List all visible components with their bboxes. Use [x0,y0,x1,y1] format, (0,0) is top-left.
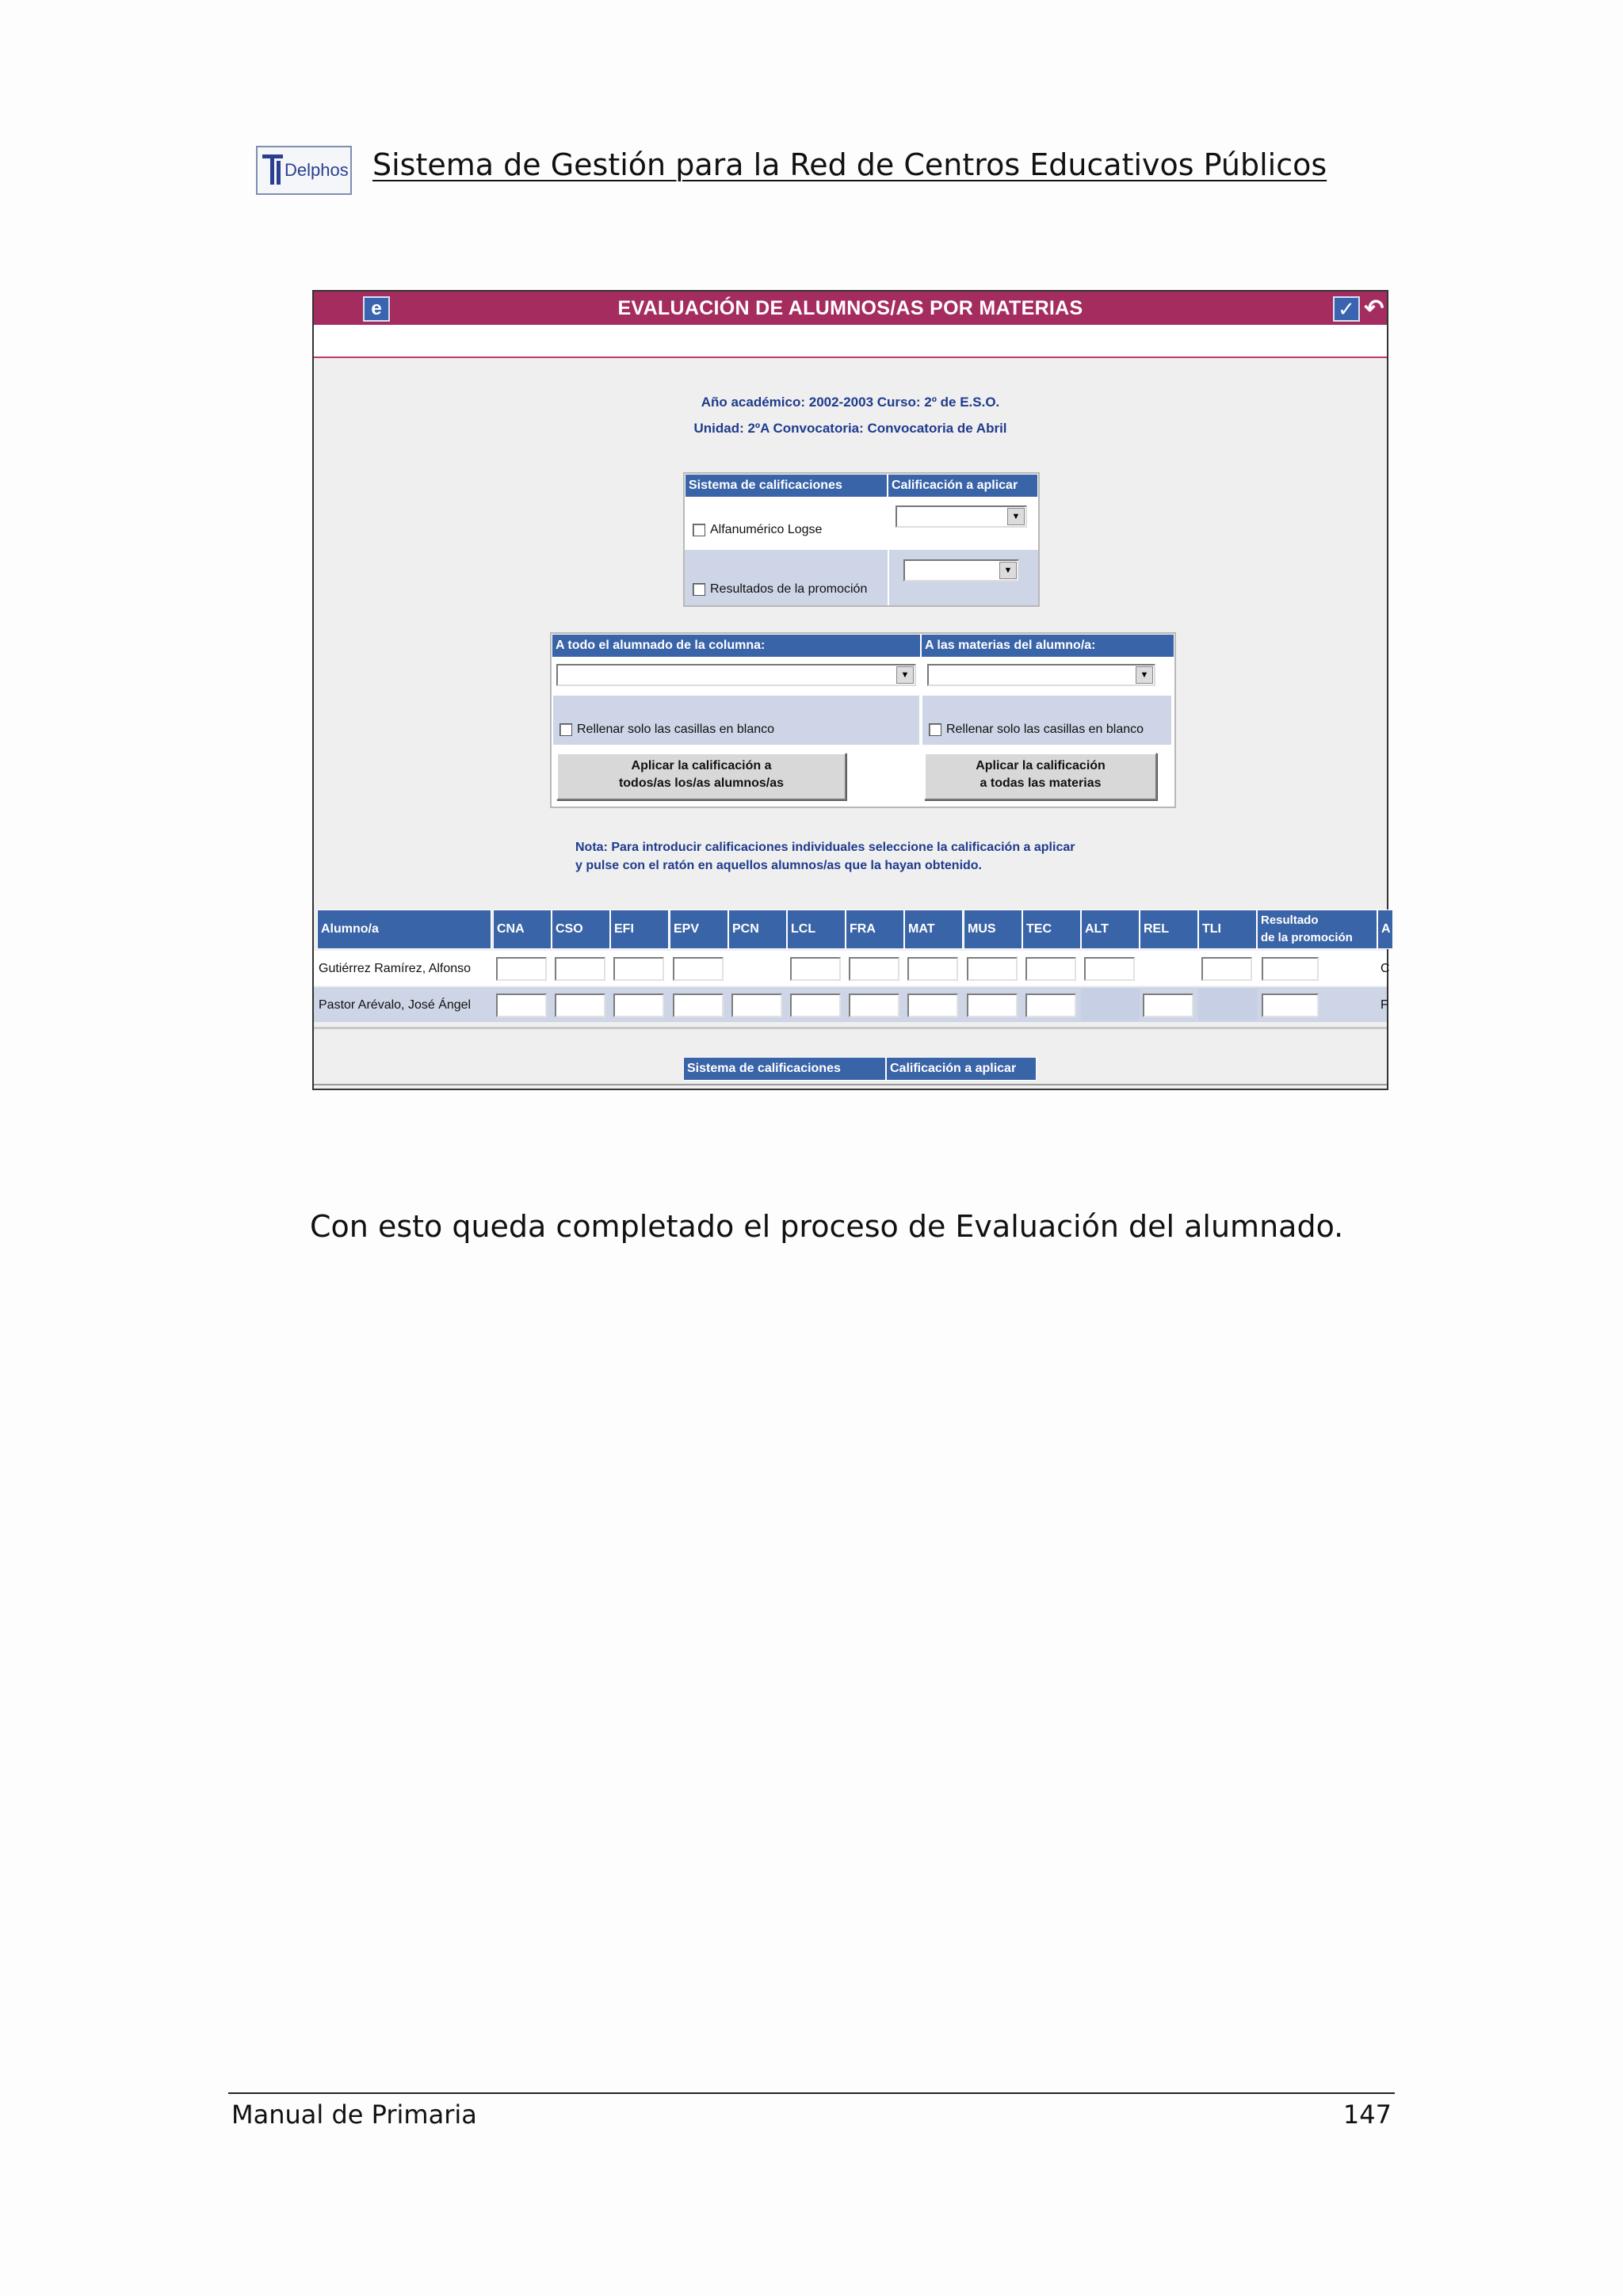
e-logo-icon[interactable]: e [363,296,390,322]
document-header-title: Sistema de Gestión para la Red de Centros Educativos Públicos [372,147,1327,182]
grade-input-epv[interactable] [673,957,724,981]
footer-manual-title: Manual de Primaria [231,2100,477,2130]
subject-header-mat: MAT [904,910,963,949]
grading-system-header-bottom: Sistema de calificaciones [683,1057,886,1081]
window-title: EVALUACIÓN DE ALUMNOS/AS POR MATERIAS [617,297,1083,319]
apply-grades-panel [550,632,1176,808]
student-column-header: Alumno/a [317,910,491,949]
body-paragraph: Con esto queda completado el proceso de Evaluación del alumnado. [310,1209,1344,1244]
footer-divider [228,2092,1395,2094]
fill-blank-student-option[interactable]: Rellenar solo las casillas en blanco [929,723,1144,737]
chevron-down-icon[interactable]: ▼ [1007,508,1025,525]
subject-header-lcl: LCL [787,910,846,949]
apply-student-header: A las materias del alumno/a: [921,634,1174,658]
partial-column-header: A [1377,910,1393,949]
grade-input-alt[interactable] [1084,957,1135,981]
grade-cell-disabled [1198,989,1257,1020]
columns-icon [262,153,283,188]
grade-cell-disabled [1081,989,1140,1020]
student-name: Pastor Arévalo, José Ángel [319,998,472,1012]
row-trailing-text: F [1381,998,1388,1012]
grade-input-cna[interactable] [496,994,547,1017]
grade-input-lcl[interactable] [790,957,841,981]
grading-system-panel [683,472,1040,607]
academic-year-course: Año académico: 2002-2003 Curso: 2º de E.S.O. [701,395,1000,410]
grade-input-tec[interactable] [1025,957,1076,981]
grade-select-alfanumerico[interactable] [896,505,1027,528]
row-trailing-text: C [1381,962,1390,975]
subject-header-epv: EPV [670,910,728,949]
grade-input-mus[interactable] [967,994,1018,1017]
promotion-result-input[interactable] [1262,957,1319,981]
subject-header-mus: MUS [964,910,1022,949]
grade-input-efi[interactable] [613,957,664,981]
student-grade-select[interactable] [927,664,1155,686]
fill-blank-student-checkbox[interactable] [929,723,941,736]
check-icon[interactable]: ✓ [1333,296,1360,322]
logo-text: Delphos [285,160,349,180]
grade-input-tli[interactable] [1201,957,1252,981]
grade-input-cso[interactable] [555,994,605,1017]
alfanumerico-option[interactable]: Alfanumérico Logse [693,523,822,537]
delphos-logo [256,146,352,195]
chevron-down-icon[interactable]: ▼ [896,666,914,684]
grade-to-apply-header-bottom: Calificación a aplicar [886,1057,1037,1081]
grade-input-mat[interactable] [907,994,958,1017]
toolbar-blank [314,325,1387,358]
resultados-checkbox[interactable] [693,583,705,596]
grade-input-mus[interactable] [967,957,1018,981]
grade-input-lcl[interactable] [790,994,841,1017]
unit-convocatoria: Unidad: 2ºA Convocatoria: Convocatoria de Abril [693,421,1007,436]
subject-header-fra: FRA [846,910,904,949]
grade-input-fra[interactable] [849,957,899,981]
subject-header-alt: ALT [1081,910,1140,949]
chevron-down-icon[interactable]: ▼ [1136,666,1153,684]
grade-input-mat[interactable] [907,957,958,981]
window-titlebar [314,292,1387,325]
undo-icon[interactable]: ↶ [1364,295,1384,322]
subject-header-cna: CNA [493,910,552,949]
grade-input-rel[interactable] [1143,994,1193,1017]
apply-to-all-subjects-button[interactable]: Aplicar la calificación a todas las materias [924,753,1157,800]
divider [314,1027,1387,1029]
apply-to-all-students-button[interactable]: Aplicar la calificación a todos/as los/as alumnos/as [556,753,846,800]
grade-input-efi[interactable] [613,994,664,1017]
chevron-down-icon[interactable]: ▼ [999,562,1017,579]
grade-input-tec[interactable] [1025,994,1076,1017]
grade-to-apply-header: Calificación a aplicar [888,474,1038,498]
subject-header-pcn: PCN [728,910,787,949]
grade-input-pcn[interactable] [731,994,782,1017]
page-number: 147 [1342,2100,1392,2130]
resultados-option[interactable]: Resultados de la promoción [693,582,867,597]
grade-input-cna[interactable] [496,957,547,981]
fill-blank-column-checkbox[interactable] [559,723,572,736]
promotion-result-input[interactable] [1262,994,1319,1017]
subject-header-tec: TEC [1022,910,1081,949]
subject-header-rel: REL [1140,910,1198,949]
apply-column-header: A todo el alumnado de la columna: [552,634,921,658]
promotion-result-header: Resultado de la promoción [1257,910,1377,949]
grade-input-epv[interactable] [673,994,724,1017]
subject-header-tli: TLI [1198,910,1257,949]
horizontal-scrollbar[interactable] [314,1084,1387,1085]
grade-input-fra[interactable] [849,994,899,1017]
fill-blank-column-option[interactable]: Rellenar solo las casillas en blanco [559,723,774,737]
grade-input-cso[interactable] [555,957,605,981]
column-grade-select[interactable] [556,664,916,686]
subject-header-cso: CSO [552,910,610,949]
evaluation-window-screenshot [312,290,1391,1090]
student-name: Gutiérrez Ramírez, Alfonso [319,962,472,975]
subject-header-efi: EFI [610,910,669,949]
alfanumerico-checkbox[interactable] [693,524,705,536]
grading-system-header: Sistema de calificaciones [685,474,888,498]
grade-select-resultados[interactable] [903,559,1019,582]
note-text: Nota: Para introducir calificaciones individuales seleccione la calificación a aplicar y pulse con el ratón en aquellos alumnos/as que la hayan obtenido. [575,841,1075,872]
